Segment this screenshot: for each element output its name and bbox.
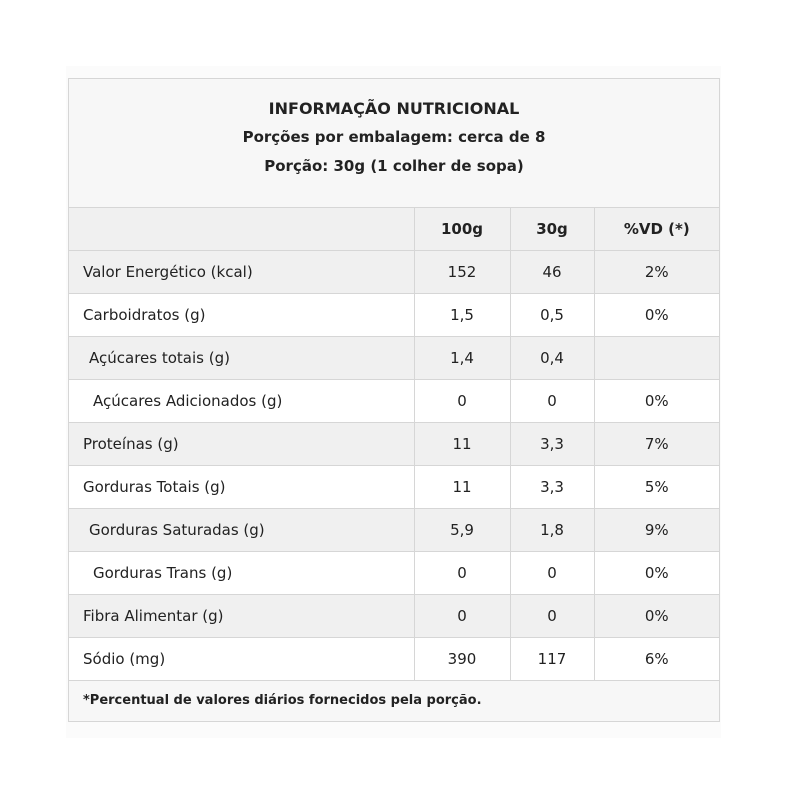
value-100g: 0 [414, 380, 510, 423]
nutrient-label: Valor Energético (kcal) [69, 251, 414, 294]
table-row [69, 509, 719, 552]
nutrient-label: Açúcares Adicionados (g) [69, 380, 414, 423]
value-100g: 0 [414, 595, 510, 638]
table-row [69, 552, 719, 595]
column-header-30g: 30g [510, 208, 594, 251]
value-vd: 0% [594, 595, 719, 638]
value-vd: 6% [594, 638, 719, 681]
servings-per-package: Porções por embalagem: cerca de 8 [242, 128, 546, 146]
nutrient-label: Sódio (mg) [69, 638, 414, 681]
table-row [69, 595, 719, 638]
value-vd: 0% [594, 380, 719, 423]
value-100g: 390 [414, 638, 510, 681]
column-header-nutrient [69, 208, 414, 251]
nutrient-label: Gorduras Trans (g) [69, 552, 414, 595]
table-row [69, 466, 719, 509]
value-100g: 11 [414, 423, 510, 466]
table-row [69, 638, 719, 681]
nutrient-label: Gorduras Saturadas (g) [69, 509, 414, 552]
nutrition-table [69, 208, 719, 680]
footnote: *Percentual de valores diários fornecidos pela porção. [69, 680, 719, 721]
value-100g: 1,4 [414, 337, 510, 380]
value-30g: 117 [510, 638, 594, 681]
value-30g: 46 [510, 251, 594, 294]
value-30g: 3,3 [510, 423, 594, 466]
table-row [69, 294, 719, 337]
column-header-100g: 100g [414, 208, 510, 251]
table-row [69, 251, 719, 294]
nutrition-facts-label [68, 78, 720, 722]
value-vd: 7% [594, 423, 719, 466]
value-100g: 5,9 [414, 509, 510, 552]
value-100g: 1,5 [414, 294, 510, 337]
table-header-row [69, 208, 719, 251]
value-vd: 0% [594, 552, 719, 595]
table-row [69, 380, 719, 423]
value-vd: 9% [594, 509, 719, 552]
column-header-vd: %VD (*) [594, 208, 719, 251]
value-vd [594, 337, 719, 380]
nutrient-label: Açúcares totais (g) [69, 337, 414, 380]
label-title: INFORMAÇÃO NUTRICIONAL [268, 99, 520, 118]
value-100g: 152 [414, 251, 510, 294]
value-30g: 0,4 [510, 337, 594, 380]
value-100g: 0 [414, 552, 510, 595]
value-30g: 3,3 [510, 466, 594, 509]
table-row [69, 337, 719, 380]
table-row [69, 423, 719, 466]
value-30g: 0 [510, 552, 594, 595]
portion-size: Porção: 30g (1 colher de sopa) [264, 157, 524, 175]
nutrient-label: Gorduras Totais (g) [69, 466, 414, 509]
value-30g: 1,8 [510, 509, 594, 552]
nutrient-label: Carboidratos (g) [69, 294, 414, 337]
nutrient-label: Proteínas (g) [69, 423, 414, 466]
label-header [69, 79, 719, 208]
nutrient-label: Fibra Alimentar (g) [69, 595, 414, 638]
value-vd: 5% [594, 466, 719, 509]
value-vd: 2% [594, 251, 719, 294]
value-30g: 0 [510, 595, 594, 638]
value-vd: 0% [594, 294, 719, 337]
value-30g: 0,5 [510, 294, 594, 337]
value-30g: 0 [510, 380, 594, 423]
value-100g: 11 [414, 466, 510, 509]
